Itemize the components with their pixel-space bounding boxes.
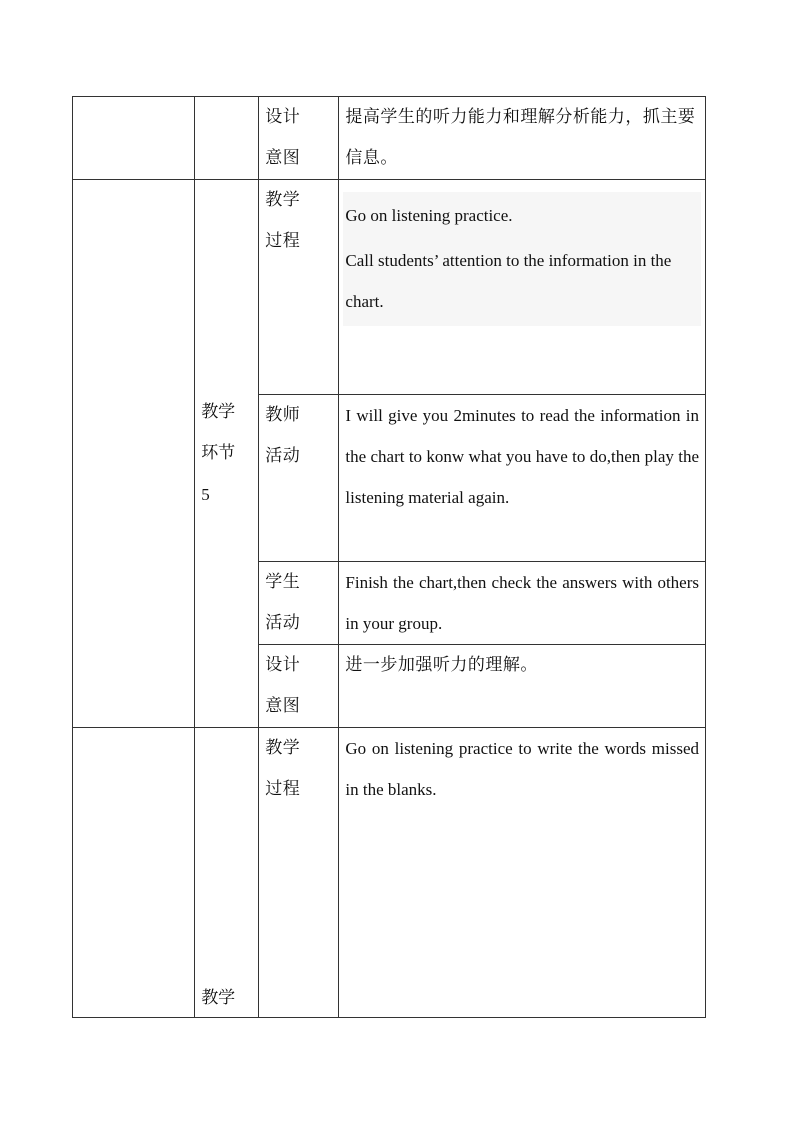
row-content-cell: [339, 562, 706, 645]
empty-cell: [195, 97, 259, 180]
row-content: I will give you 2minutes to read the information in the chart to konw what you have to do,then play the listening material again.: [345, 406, 699, 507]
content-line: Go on listening practice.: [345, 206, 513, 225]
row-content-cell: [339, 395, 706, 562]
row-content: Go on listening practice to write the words missed in the blanks.: [345, 739, 699, 799]
row-content-cell: [339, 97, 706, 180]
row-label: 教学过程: [265, 738, 301, 799]
row-label: 设计意图: [265, 655, 301, 716]
row-label: 教师活动: [265, 405, 301, 466]
stage-cell: [195, 728, 259, 1018]
stage-label-wrap: [195, 728, 258, 1017]
lesson-plan-table: [72, 96, 706, 1018]
row-label-cell: [259, 97, 339, 180]
empty-cell: [73, 180, 195, 728]
table-row: [73, 728, 706, 1018]
content-line: Call students’ attention to the information in the chart.: [345, 251, 672, 311]
row-label-cell: [259, 395, 339, 562]
row-content-cell: [339, 180, 706, 395]
empty-cell: [73, 97, 195, 180]
row-label-cell: [259, 645, 339, 728]
row-label-cell: [259, 180, 339, 395]
row-label-cell: [259, 728, 339, 1018]
row-label: 学生活动: [265, 572, 301, 633]
table-row: [73, 97, 706, 180]
stage-label: 教学: [201, 988, 236, 1008]
empty-cell: [73, 728, 195, 1018]
row-content: 进一步加强听力的理解。: [345, 655, 538, 675]
table-row: [73, 180, 706, 395]
stage-label: 教学环节: [201, 402, 236, 463]
row-label: 设计意图: [265, 107, 301, 168]
stage-number: 5: [201, 485, 210, 504]
row-content-cell: [339, 645, 706, 728]
row-content: 提高学生的听力能力和理解分析能力，抓主要信息。: [345, 107, 696, 168]
row-content: Finish the chart,then check the answers with others in your group.: [345, 573, 699, 633]
row-label-cell: [259, 562, 339, 645]
row-content-cell: [339, 728, 706, 1018]
stage-cell: [195, 180, 259, 728]
row-label: 教学过程: [265, 190, 301, 251]
shaded-content-block: [343, 192, 701, 326]
